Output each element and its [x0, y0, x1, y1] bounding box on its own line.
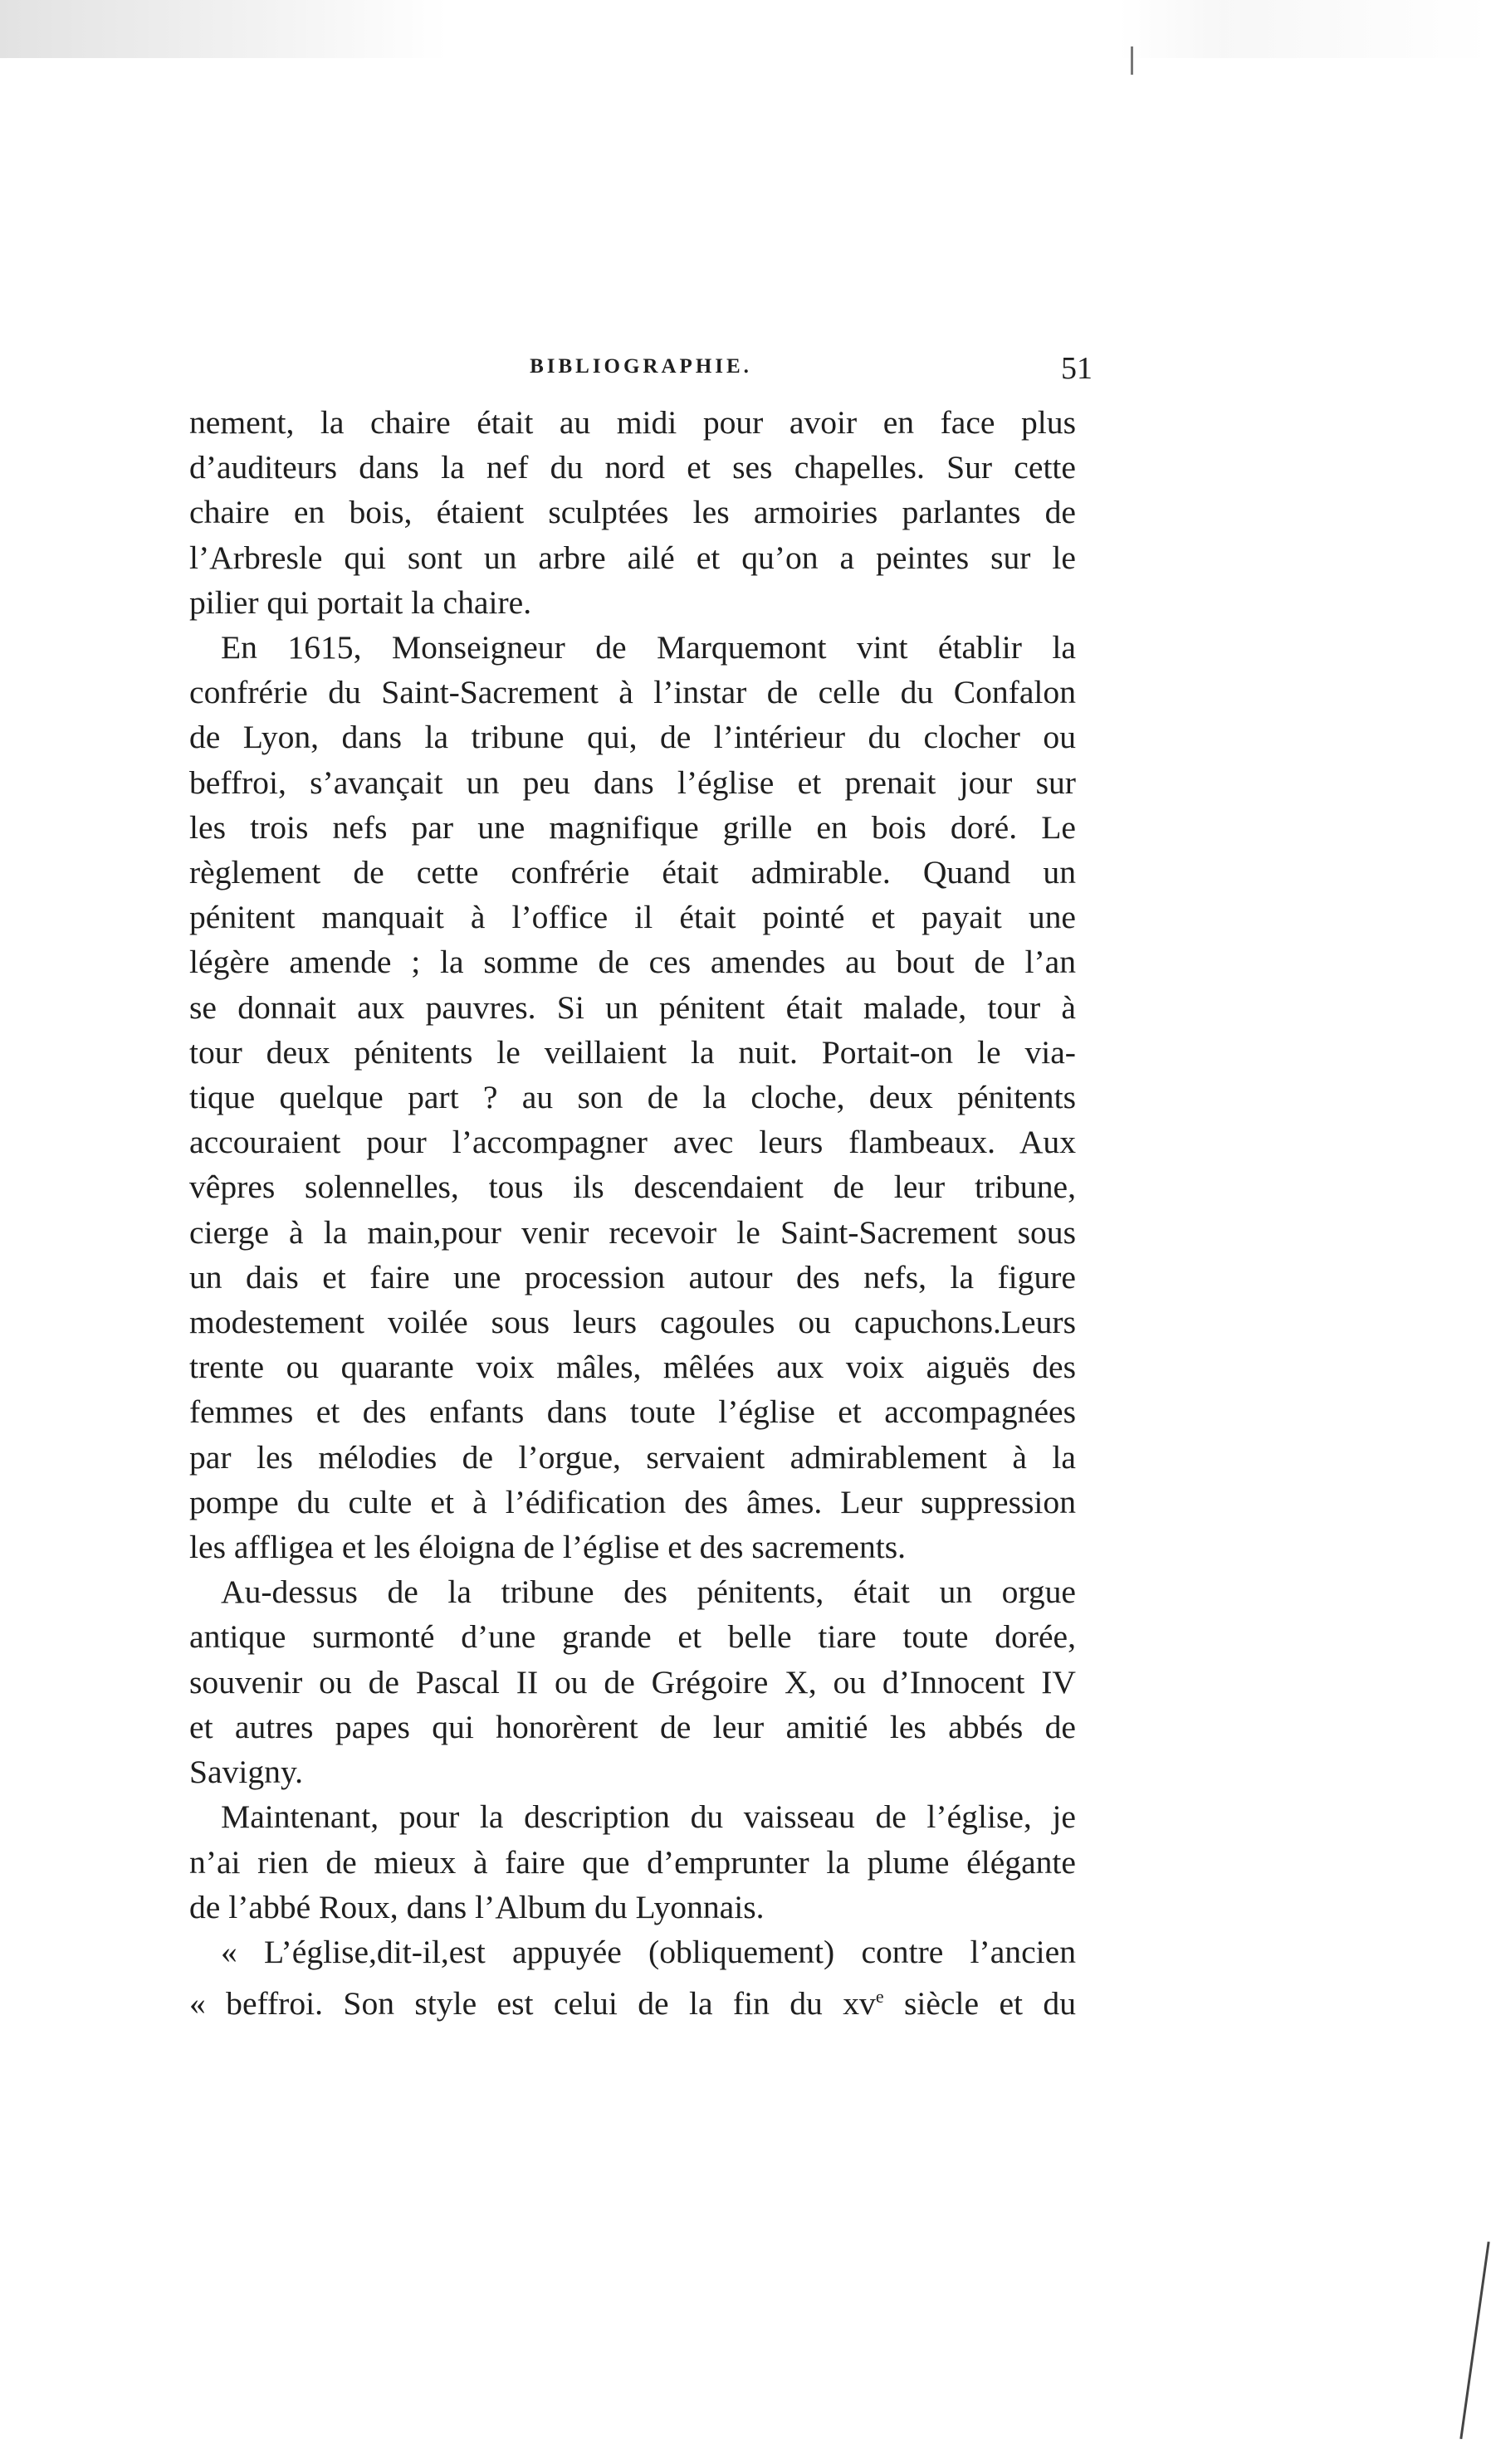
- text-line: modestement voilée sous leurs cagoules ou capuchons.Leurs: [189, 1304, 1076, 1341]
- text-line: règlement de cette confrérie était admirable. Quand un: [189, 854, 1076, 891]
- text-line: légère amende ; la somme de ces amendes au bout de l’an: [189, 944, 1076, 981]
- text-line: pilier qui portait la chaire.: [189, 583, 532, 621]
- text-line: nement, la chaire était au midi pour avoir en face plus: [189, 404, 1076, 441]
- text-line: les trois nefs par une magnifique grille en bois doré. Le: [189, 808, 1076, 846]
- text-line: En 1615, Monseigneur de Marquemont vint établir la: [221, 629, 1076, 666]
- paragraph: [189, 1930, 1076, 2027]
- text-line: tique quelque part ? au son de la cloche, deux pénitents: [189, 1079, 1076, 1116]
- text-line: femmes et des enfants dans toute l’église et accompagnées: [189, 1393, 1076, 1431]
- text-line: vêpres solennelles, tous ils descendaient de leur tribune,: [189, 1169, 1076, 1206]
- text-line: Maintenant, pour la description du vaisseau de l’église, je: [221, 1798, 1076, 1836]
- page-header: [189, 351, 1093, 388]
- text-line: de Lyon, dans la tribune qui, de l’intérieur du clocher ou: [189, 719, 1076, 756]
- text-line: souvenir ou de Pascal II ou de Grégoire X, ou d’Innocent IV: [189, 1663, 1076, 1700]
- text-segment: siècle et du: [903, 1985, 1076, 2022]
- text-line: trente ou quarante voix mâles, mêlées aux voix aiguës des: [189, 1349, 1076, 1386]
- text-line: beffroi, s’avançait un peu dans l’église et prenait jour sur: [189, 764, 1076, 801]
- superscript: e: [875, 1986, 884, 2008]
- text-line: accouraient pour l’accompagner avec leurs flambeaux. Aux: [189, 1124, 1076, 1161]
- page-number: 51: [1061, 351, 1093, 386]
- text-line: chaire en bois, étaient sculptées les armoiries parlantes de: [189, 494, 1076, 531]
- text-line: Au-dessus de la tribune des pénitents, était un orgue: [221, 1574, 1076, 1611]
- text-line: de l’abbé Roux, dans l’Album du Lyonnais.: [189, 1888, 765, 1925]
- text-line: par les mélodies de l’orgue, servaient admirablement à la: [189, 1438, 1076, 1476]
- paragraph: [189, 400, 1076, 625]
- text-segment: « beffroi. Son style est celui de la fin du xv: [189, 1985, 876, 2022]
- scan-edge-line: [1459, 2242, 1489, 2439]
- paragraph: [189, 1794, 1076, 1930]
- text-line: confrérie du Saint-Sacrement à l’instar de celle du Confalon: [189, 674, 1076, 711]
- paragraph: [189, 625, 1076, 1569]
- text-line: pénitent manquait à l’office il était pointé et payait une: [189, 899, 1076, 936]
- text-line: cierge à la main,pour venir recevoir le Saint-Sacrement sous: [189, 1213, 1076, 1251]
- text-line: « L’église,dit-il,est appuyée (obliquement) contre l’ancien: [221, 1933, 1076, 1970]
- text-line: d’auditeurs dans la nef du nord et ses chapelles. Sur cette: [189, 449, 1076, 486]
- text-line: [189, 1974, 1076, 2026]
- text-line: et autres papes qui honorèrent de leur amitié les abbés de: [189, 1708, 1076, 1745]
- text-line: tour deux pénitents le veillaient la nuit. Portait-on le via-: [189, 1033, 1076, 1071]
- text-line: un dais et faire une procession autour des nefs, la figure: [189, 1258, 1076, 1295]
- margin-mark: [1131, 46, 1133, 75]
- text-line: n’ai rien de mieux à faire que d’emprunter la plume élégante: [189, 1843, 1076, 1881]
- text-line: pompe du culte et à l’édification des âmes. Leur suppression: [189, 1483, 1076, 1520]
- running-title: BIBLIOGRAPHIE.: [530, 355, 752, 378]
- text-line: antique surmonté d’une grande et belle tiare toute dorée,: [189, 1618, 1076, 1656]
- text-line: se donnait aux pauvres. Si un pénitent était malade, tour à: [189, 988, 1076, 1026]
- scan-noise-top: [0, 0, 1491, 58]
- text-line: l’Arbresle qui sont un arbre ailé et qu’on a peintes sur le: [189, 539, 1076, 576]
- text-line: Savigny.: [189, 1754, 304, 1791]
- paragraph: [189, 1569, 1076, 1794]
- text-line: les affligea et les éloigna de l’église et des sacrements.: [189, 1529, 907, 1566]
- page-body: [189, 400, 1076, 2027]
